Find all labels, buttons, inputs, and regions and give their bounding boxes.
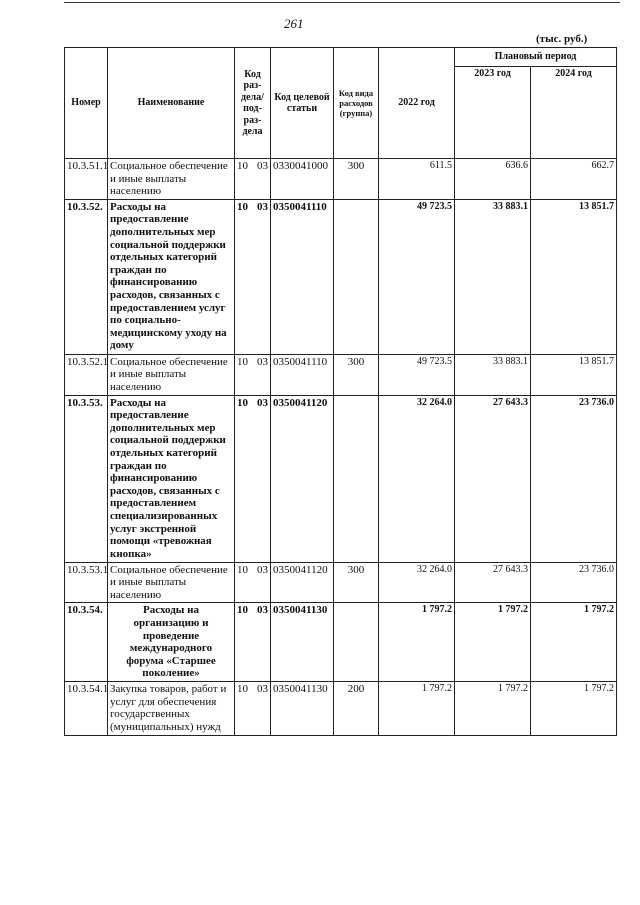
value-2022: 32 264.0 — [379, 395, 455, 562]
value-2022: 32 264.0 — [379, 562, 455, 603]
target-code: 0350041110 — [271, 354, 334, 395]
value-2022: 1 797.2 — [379, 681, 455, 735]
table-row — [65, 159, 617, 200]
value-2022: 49 723.5 — [379, 354, 455, 395]
table-row — [65, 603, 617, 682]
value-2022: 1 797.2 — [379, 603, 455, 682]
subsection: 03 — [257, 563, 268, 576]
table-row — [65, 395, 617, 562]
value-2024: 1 797.2 — [531, 681, 617, 735]
subsection: 03 — [257, 396, 268, 409]
value-2024: 23 736.0 — [531, 395, 617, 562]
expense-type: 300 — [334, 159, 379, 200]
table-row — [65, 199, 617, 354]
table-row — [65, 562, 617, 603]
value-2024: 23 736.0 — [531, 562, 617, 603]
row-number: 10.3.53.1 — [65, 562, 108, 603]
units-label: (тыс. руб.) — [536, 33, 588, 45]
row-number: 10.3.52. — [65, 199, 108, 354]
header-expense-type: Код вида расходов (группа) — [334, 48, 379, 159]
header-target-code: Код целевой статьи — [271, 48, 334, 159]
row-name: Расходы на предоставление дополнительных мер социальной поддержки отдельных категорий граждан по финансированию расходов, связанных с предоставлением специализированных услуг экстренной помощи «тревожная кнопка» — [108, 395, 235, 562]
header-section-code: Код раз- дела/ под- раз- дела — [235, 48, 271, 159]
page-number: 261 — [284, 16, 304, 31]
row-number: 10.3.53. — [65, 395, 108, 562]
target-code: 0330041000 — [271, 159, 334, 200]
section: 10 — [237, 682, 248, 695]
section-code — [235, 159, 271, 200]
section-code — [235, 395, 271, 562]
row-number: 10.3.52.1 — [65, 354, 108, 395]
expense-type: 300 — [334, 562, 379, 603]
value-2023: 636.6 — [455, 159, 531, 200]
top-rule — [64, 2, 620, 3]
row-name: Социальное обеспечение и иные выплаты населению — [108, 562, 235, 603]
section: 10 — [237, 200, 248, 213]
value-2023: 1 797.2 — [455, 603, 531, 682]
row-name: Расходы на предоставление дополнительных мер социальной поддержки отдельных категорий граждан по финансированию расходов, связанных с предоставлением услуг по социально-медицинскому уходу на дому — [108, 199, 235, 354]
value-2024: 13 851.7 — [531, 199, 617, 354]
value-2022: 49 723.5 — [379, 199, 455, 354]
expense-type — [334, 199, 379, 354]
header-2022: 2022 год — [379, 48, 455, 159]
row-number: 10.3.54. — [65, 603, 108, 682]
row-name: Закупка товаров, работ и услуг для обеспечения государственных (муниципальных) нужд — [108, 681, 235, 735]
value-2024: 1 797.2 — [531, 603, 617, 682]
target-code: 0350041120 — [271, 395, 334, 562]
section: 10 — [237, 396, 248, 409]
section-code — [235, 603, 271, 682]
value-2023: 1 797.2 — [455, 681, 531, 735]
target-code: 0350041120 — [271, 562, 334, 603]
value-2023: 27 643.3 — [455, 562, 531, 603]
table-row — [65, 354, 617, 395]
expense-type: 300 — [334, 354, 379, 395]
subsection: 03 — [257, 355, 268, 368]
value-2024: 13 851.7 — [531, 354, 617, 395]
subsection: 03 — [257, 604, 268, 617]
expense-type: 200 — [334, 681, 379, 735]
row-name: Социальное обеспечение и иные выплаты населению — [108, 159, 235, 200]
target-code: 0350041130 — [271, 603, 334, 682]
subsection: 03 — [257, 160, 268, 172]
section: 10 — [237, 355, 248, 368]
header-name: Наименование — [108, 48, 235, 159]
table-row — [65, 681, 617, 735]
header-2023: 2023 год — [455, 66, 531, 159]
target-code: 0350041110 — [271, 199, 334, 354]
header-2024: 2024 год — [531, 66, 617, 159]
section: 10 — [237, 604, 248, 617]
section: 10 — [237, 563, 248, 576]
value-2022: 611.5 — [379, 159, 455, 200]
subsection: 03 — [257, 200, 268, 213]
section-code — [235, 562, 271, 603]
target-code: 0350041130 — [271, 681, 334, 735]
row-name: Социальное обеспечение и иные выплаты населению — [108, 354, 235, 395]
value-2023: 33 883.1 — [455, 199, 531, 354]
section-code — [235, 354, 271, 395]
section: 10 — [237, 160, 248, 172]
expense-type — [334, 395, 379, 562]
section-code — [235, 681, 271, 735]
section-code — [235, 199, 271, 354]
expense-type — [334, 603, 379, 682]
value-2023: 27 643.3 — [455, 395, 531, 562]
row-number: 10.3.54.1 — [65, 681, 108, 735]
budget-table — [64, 47, 617, 736]
header-planning-period: Плановый период — [455, 48, 617, 67]
value-2024: 662.7 — [531, 159, 617, 200]
header-number: Номер — [65, 48, 108, 159]
row-number: 10.3.51.1 — [65, 159, 108, 200]
value-2023: 33 883.1 — [455, 354, 531, 395]
row-name: Расходы на организацию и проведение международного форума «Старшее поколение» — [108, 603, 235, 682]
subsection: 03 — [257, 682, 268, 695]
